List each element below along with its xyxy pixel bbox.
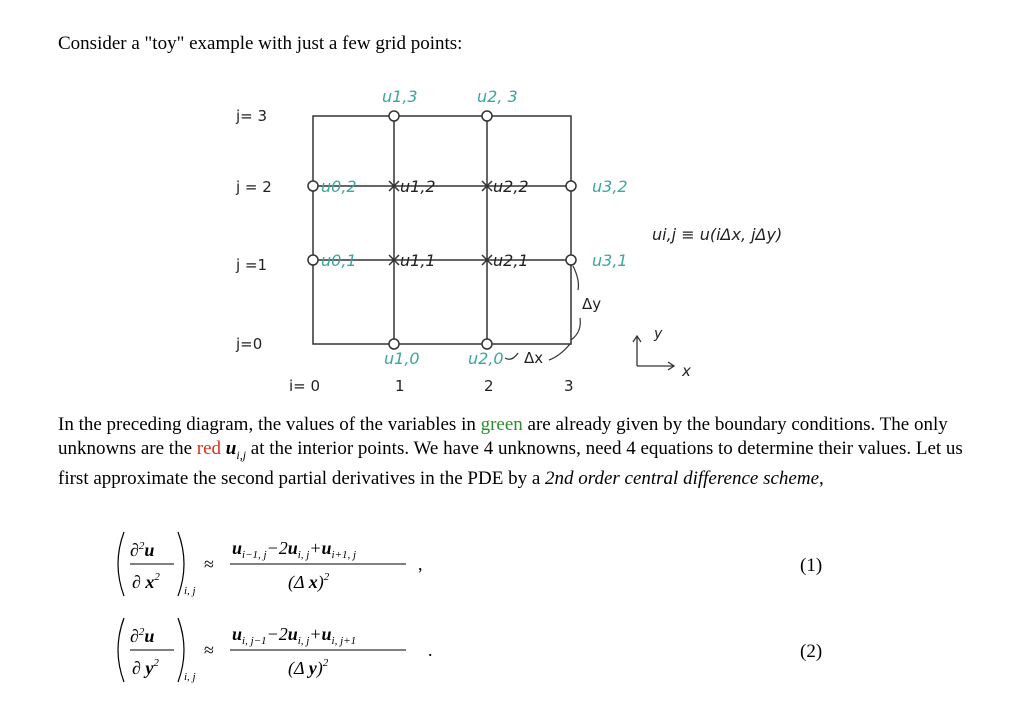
svg-text:≈: ≈ [204, 640, 214, 660]
j-label-2: j = 2 [236, 178, 272, 196]
label-u-1-2: u1,2 [400, 177, 436, 196]
spacing-brackets [505, 266, 580, 360]
svg-text:≈: ≈ [204, 554, 214, 574]
explanation-paragraph [58, 413, 978, 491]
i-label-2: 2 [484, 377, 494, 395]
svg-text:(Δ y)2: (Δ y)$^2$ [288, 657, 329, 678]
red-word: red [196, 438, 222, 459]
i-label-3: 3 [564, 377, 574, 395]
label-u-0-2: u0,2 [321, 177, 357, 196]
u-variable: u [225, 438, 237, 459]
svg-text:i, j: i, j [184, 585, 196, 597]
boundary-points [308, 111, 576, 349]
svg-text:∂ x2: ∂ $x^2$ [132, 571, 160, 592]
equation-number-2: (2) [800, 641, 823, 662]
label-u-3-1: u3,1 [592, 251, 628, 270]
italic-phrase: 2nd order central difference scheme [545, 467, 820, 489]
para-text-4: , [819, 467, 824, 489]
delta-x-label: Δx [524, 349, 544, 367]
j-label-3: j= 3 [236, 107, 268, 125]
svg-text:i, j: i, j [184, 671, 196, 683]
axis-x-label: x [682, 362, 691, 380]
green-word: green [480, 414, 523, 435]
svg-text:∂2u: ∂$^2$u [130, 626, 155, 646]
label-u-2-0: u2,0 [468, 349, 504, 368]
svg-text:,: , [418, 554, 423, 574]
u-subscript: i,j [236, 447, 247, 462]
svg-text:∂ y2: ∂ $y^2$ [132, 657, 159, 678]
label-u-2-2: u2,2 [493, 177, 529, 196]
label-u-1-3: u1,3 [382, 87, 418, 106]
equation-number-1: (1) [800, 555, 823, 576]
label-u-2-1: u2,1 [493, 251, 529, 270]
j-label-1: j =1 [236, 256, 268, 274]
i-label-0: i= 0 [289, 377, 321, 395]
svg-text:ui−1, j−2ui, j+ui+1, j: $u_{i-1, j}-2u_{i, j}+u_{i+1, j}$ [232, 538, 357, 561]
j-label-0: j=0 [236, 335, 263, 353]
svg-text:(Δ x)2: (Δ x)$^2$ [288, 571, 330, 592]
label-u-0-1: u0,1 [321, 251, 357, 270]
axis-y-label: y [654, 326, 663, 342]
svg-text:ui, j−1−2ui, j+ui, j+1: $u_{i, j-1}-2u_{i, j}+u_{i, j+1}$ [232, 624, 357, 647]
equation-1 [110, 528, 530, 604]
grid-lines [313, 116, 571, 344]
para-text-2: are already given by the boundary conditions. The only unknowns are the [58, 414, 948, 459]
equation-2 [110, 614, 530, 690]
label-u-1-1: u1,1 [400, 251, 436, 270]
para-text-3: at the interior points. We have 4 unknowns, need 4 equations to determine their values. Let us first approximate the second partial derivatives in the PDE by a [58, 438, 963, 489]
label-u-2-3: u2, 3 [477, 87, 518, 106]
i-label-1: 1 [395, 377, 405, 395]
para-text-1: In the preceding diagram, the values of the variables in [58, 414, 481, 435]
grid-definition: ui,j ≡ u(iΔx, jΔy) [652, 225, 783, 244]
svg-text:∂2u: ∂$^2$u [130, 540, 155, 560]
intro-text: Consider a "toy" example with just a few grid points: [58, 33, 463, 54]
svg-text:.: . [428, 640, 433, 660]
label-u-1-0: u1,0 [384, 349, 420, 368]
label-u-3-2: u3,2 [592, 177, 628, 196]
delta-y-label: Δy [582, 295, 602, 313]
